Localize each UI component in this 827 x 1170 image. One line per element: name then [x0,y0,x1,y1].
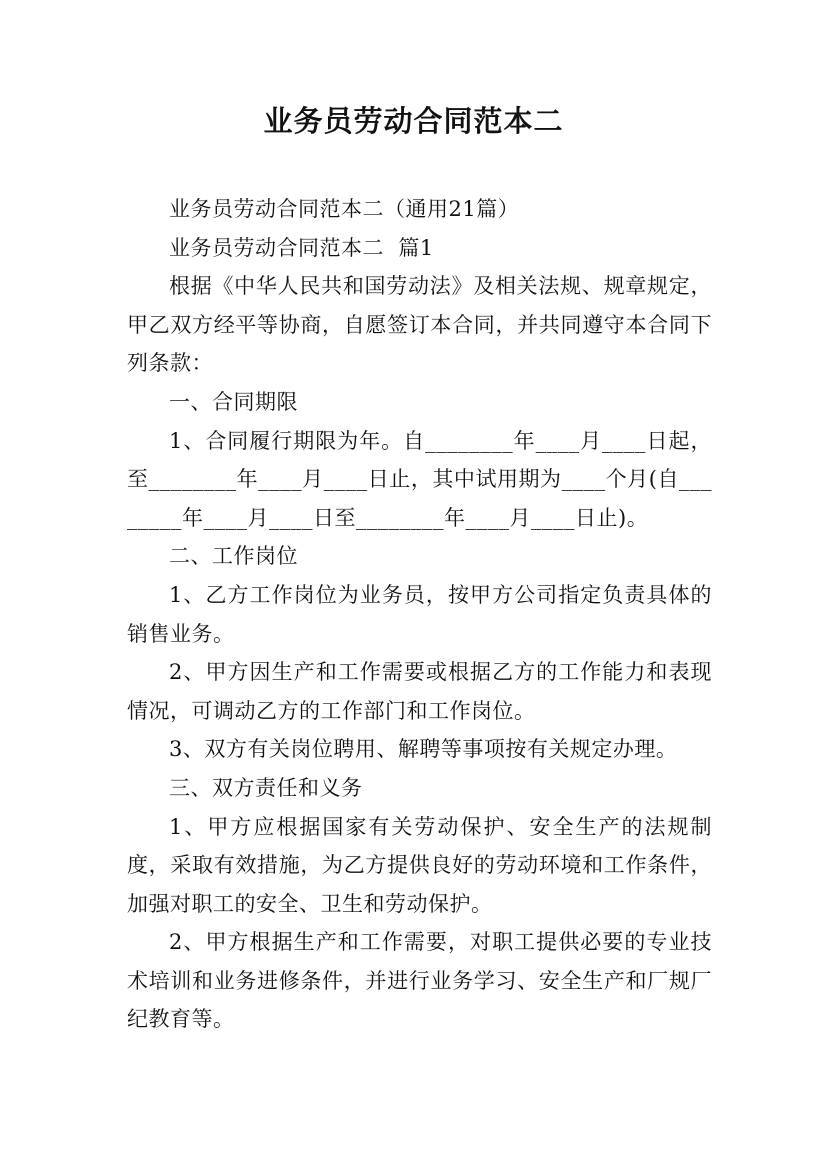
clause-heading-term: 一、合同期限 [169,389,298,414]
clause-term-1: 1、合同履行期限为年。自________年____月____日起，至________年____月____日止，其中试用期为____个月(自________年____月____日至________年____月____日止)。 [127,428,712,530]
subtitle-paragraph: 业务员劳动合同范本二（通用21篇） [169,197,520,221]
clause-duties-2: 2、甲方根据生产和工作需要，对职工提供必要的专业技术培训和业务进修条件，并进行业务学习、安全生产和厂规厂纪教育等。 [127,930,712,1032]
clause-heading-duties: 三、双方责任和义务 [169,775,363,800]
clause-position-1: 1、乙方工作岗位为业务员，按甲方公司指定负责具体的销售业务。 [127,582,712,646]
section-heading-paragraph: 业务员劳动合同范本二 篇1 [169,235,434,260]
clause-position-2: 2、甲方因生产和工作需要或根据乙方的工作能力和表现情况，可调动乙方的工作部门和工作岗位。 [127,660,712,723]
clause-heading-position: 二、工作岗位 [169,544,298,569]
preamble-paragraph: 根据《中华人民共和国劳动法》及相关法规、规章规定，甲乙双方经平等协商，自愿签订本合同，并共同遵守本合同下列条款： [127,274,712,376]
document-title: 业务员劳动合同范本二 [263,104,564,138]
document-body [127,190,712,1039]
clause-duties-1: 1、甲方应根据国家有关劳动保护、安全生产的法规制度，采取有效措施，为乙方提供良好的劳动环境和工作条件，加强对职工的安全、卫生和劳动保护。 [127,814,712,916]
clause-position-3: 3、双方有关岗位聘用、解聘等事项按有关规定办理。 [169,737,678,762]
